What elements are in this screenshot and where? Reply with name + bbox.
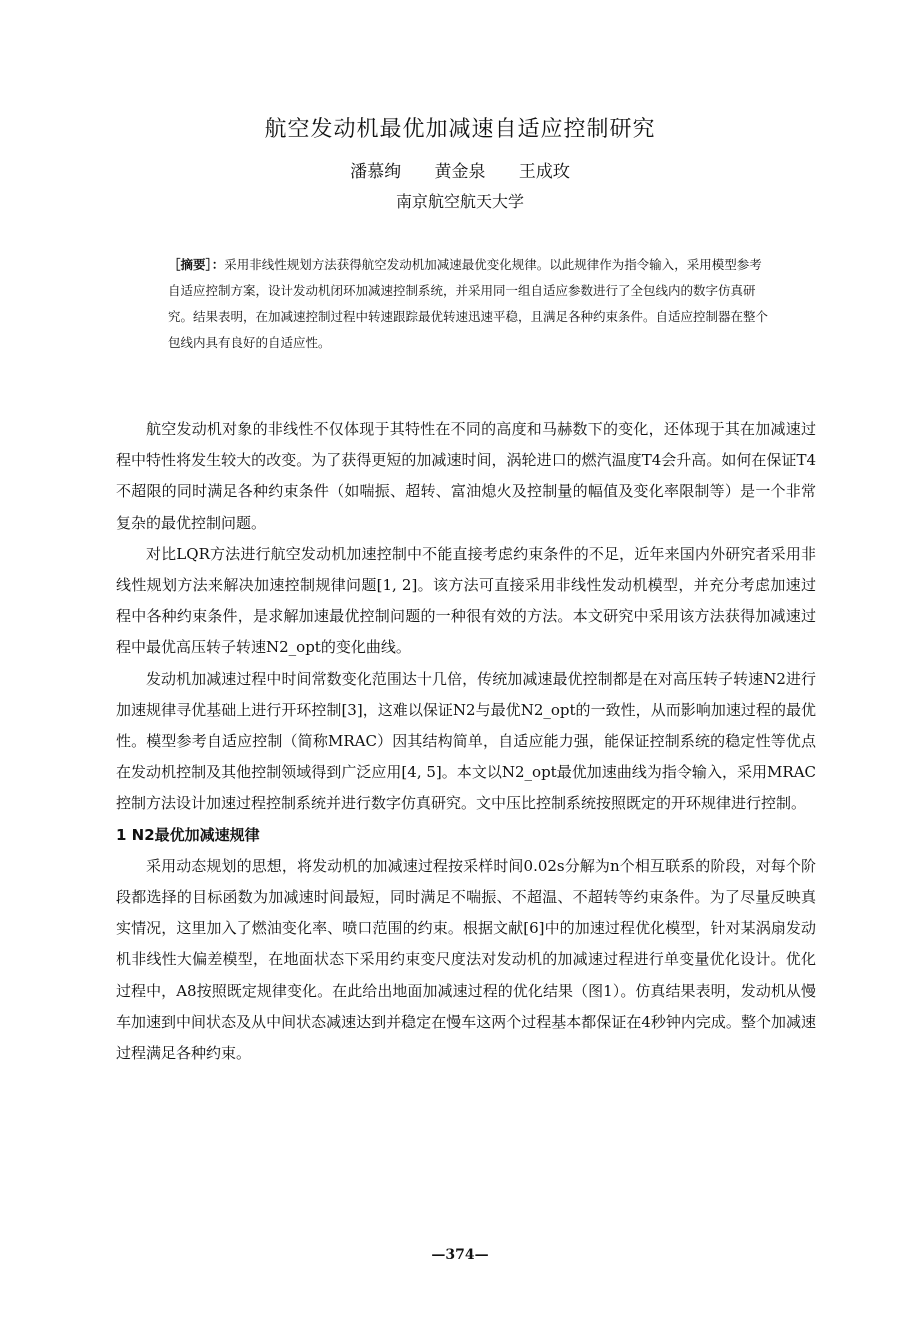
paper-title: 航空发动机最优加减速自适应控制研究 [264,117,656,142]
author-name: 潘慕绚 [350,162,402,182]
section-heading: 1 N2最优加减速规律 [116,825,260,844]
abstract [168,252,768,356]
author-name: 王成玫 [518,162,570,182]
body-paragraph: 发动机加减速过程中时间常数变化范围达十几倍，传统加减速最优控制都是在对高压转子转速N2进行加速规律寻优基础上进行开环控制[3]，这难以保证N2与最优N2_opt的一致性，从而影响加速过程的最优性。模型参考自适应控制（简称MRAC）因其结构简单，自适应能力强，能保证控制系统的稳定性等优点在发动机控制及其他控制领域得到广泛应用[4, 5]。本文以N2_opt最优加速曲线为指令输入，采用MRAC控制方法设计加速过程控制系统并进行数字仿真研究。文中压比控制系统按照既定的开环规律进行控制。 [116,669,816,813]
author-list [0,157,920,182]
body-paragraph: 航空发动机对象的非线性不仅体现于其特性在不同的高度和马赫数下的变化，还体现于其在加减速过程中特性将发生较大的改变。为了获得更短的加减速时间，涡轮进口的燃汽温度T4会升高。如何在保证T4不超限的同时满足各种约束条件（如喘振、超转、富油熄火及控制量的幅值及变化率限制等）是一个非常复杂的最优控制问题。 [116,420,816,532]
abstract-label: ［摘要］： [168,257,225,272]
abstract-text: 采用非线性规划方法获得航空发动机加减速最优变化规律。以此规律作为指令输入，采用模型参考自适应控制方案，设计发动机闭环加减速控制系统，并采用同一组自适应参数进行了全包线内的数字仿真研究。结果表明，在加减速控制过程中转速跟踪最优转速迅速平稳，且满足各种约束条件。自适应控制器在整个包线内具有良好的自适应性。 [168,257,769,350]
body-text [116,414,816,1069]
body-paragraph: 采用动态规划的思想，将发动机的加减速过程按采样时间0.02s分解为n个相互联系的阶段，对每个阶段都选择的目标函数为加减速时间最短，同时满足不喘振、不超温、不超转等约束条件。为了尽量反映真实情况，这里加入了燃油变化率、喷口范围的约束。根据文献[6]中的加速过程优化模型，针对某涡扇发动机非线性大偏差模型，在地面状态下采用约束变尺度法对发动机的加减速过程进行单变量优化设计。优化过程中，A8按照既定规律变化。在此给出地面加减速过程的优化结果（图1）。仿真结果表明，发动机从慢车加速到中间状态及从中间状态减速达到并稳定在慢车这两个过程基本都保证在4秒钟内完成。整个加减速过程满足各种约束。 [116,856,816,1063]
page-number: —374— [431,1247,489,1263]
affiliation: 南京航空航天大学 [395,192,524,211]
body-paragraph: 对比LQR方法进行航空发动机加速控制中不能直接考虑约束条件的不足，近年来国内外研究者采用非线性规划方法来解决加速控制规律问题[1, 2]。该方法可直接采用非线性发动机模型，并充分考虑加速过程中各种约束条件，是求解加速最优控制问题的一种很有效的方法。本文研究中采用该方法获得加减速过程中最优高压转子转速N2_opt的变化曲线。 [116,544,816,657]
author-name: 黄金泉 [434,162,486,182]
